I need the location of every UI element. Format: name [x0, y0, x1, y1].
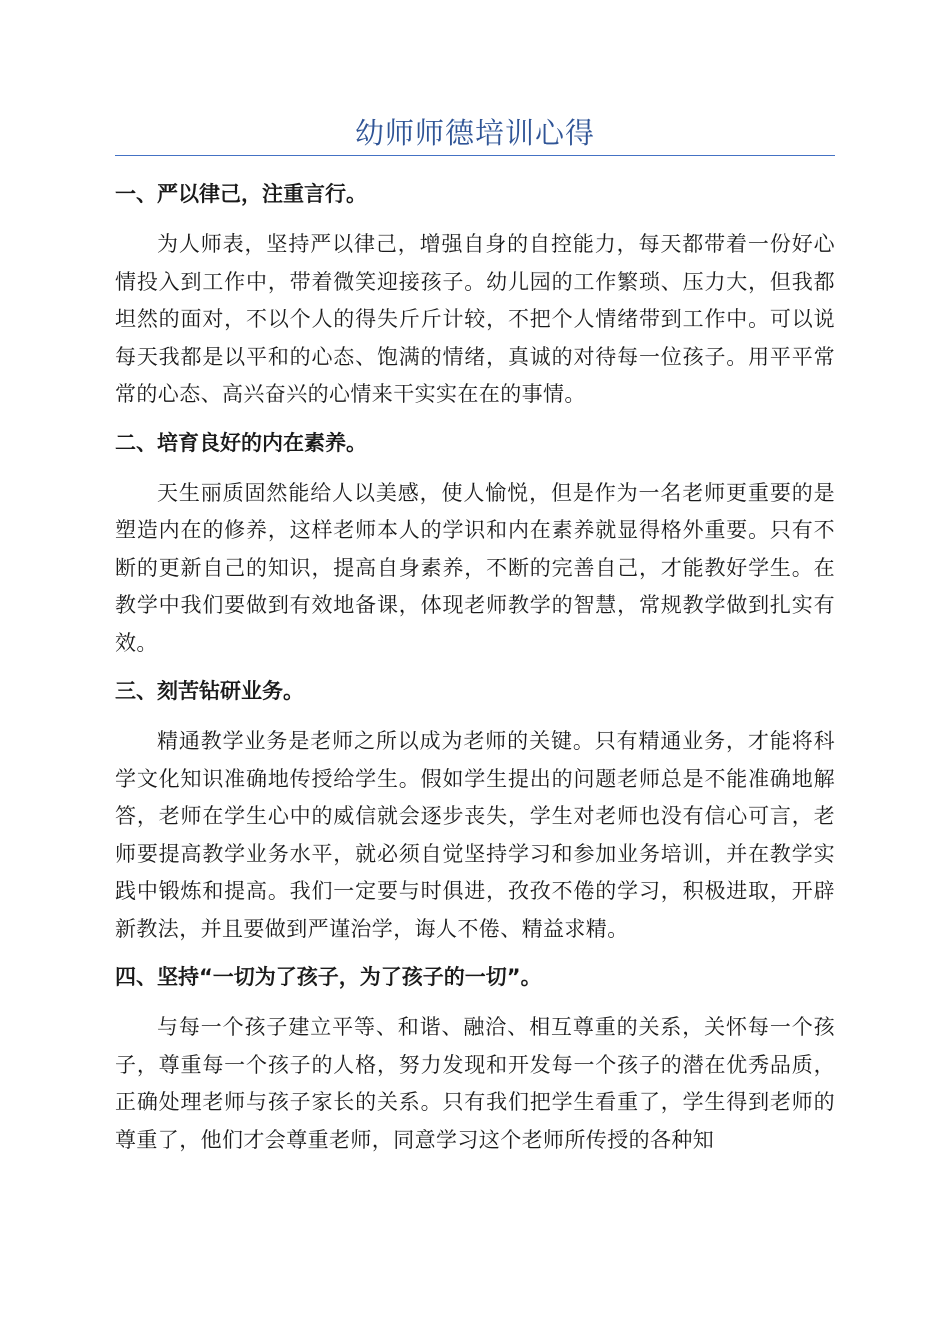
section-heading: 四、坚持“一切为了孩子，为了孩子的一切”。 [115, 965, 542, 989]
section-paragraph: 天生丽质固然能给人以美感，使人愉悦，但是作为一名老师更重要的是塑造内在的修养，这样老师本人的学识和内在素养就显得格外重要。只有不断的更新自己的知识，提高自身素养，不断的完善自己，才能教好学生。在教学中我们要做到有效地备课，体现老师教学的智慧，常规教学做到扎实有效。 [115, 480, 835, 655]
section-heading: 二、培育良好的内在素养。 [115, 430, 367, 455]
section-4 [115, 957, 835, 1159]
section-paragraph: 与每一个孩子建立平等、和谐、融洽、相互尊重的关系，关怀每一个孩子，尊重每一个孩子的人格，努力发现和开发每一个孩子的潜在优秀品质，正确处理老师与孩子家长的关系。只有我们把学生看重了，学生得到老师的尊重了，他们才会尊重老师，同意学习这个老师所传授的各种知 [115, 1015, 835, 1152]
section-2 [115, 423, 835, 663]
section-heading: 一、严以律己，注重言行。 [115, 182, 367, 206]
document-body [115, 174, 835, 1168]
title-underline [115, 155, 835, 156]
section-paragraph: 为人师表，坚持严以律己，增强自身的自控能力，每天都带着一份好心情投入到工作中，带着微笑迎接孩子。幼儿园的工作繁琐、压力大，但我都坦然的面对，不以个人的得失斤斤计较，不把个人情绪带到工作中。可以说每天我都是以平和的心态、饱满的情绪，真诚的对待每一位孩子。用平平常常的心态、高兴奋兴的心情来干实实在在的事情。 [115, 232, 835, 406]
section-paragraph: 精通教学业务是老师之所以成为老师的关键。只有精通业务，才能将科学文化知识准确地传授给学生。假如学生提出的问题老师总是不能准确地解答，老师在学生心中的威信就会逐步丧失，学生对老师也没有信心可言，老师要提高教学业务水平，就必须自觉坚持学习和参加业务培训，并在教学实践中锻炼和提高。我们一定要与时俱进，孜孜不倦的学习，积极进取，开辟新教法，并且要做到严谨治学，诲人不倦、精益求精。 [115, 729, 835, 941]
section-3 [115, 671, 835, 948]
section-1 [115, 174, 835, 414]
document-title: 幼师师德培训心得 [354, 116, 595, 150]
section-heading: 三、刻苦钻研业务。 [115, 679, 304, 703]
